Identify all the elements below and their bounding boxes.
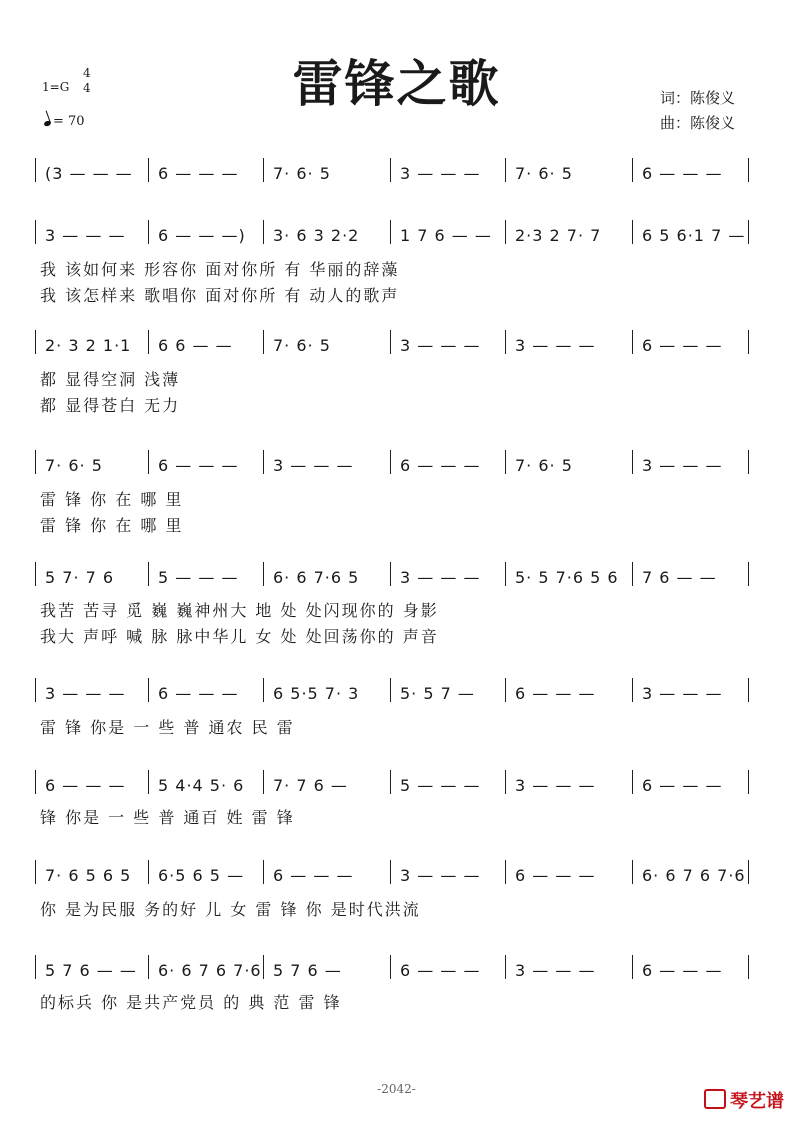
notes-line (0, 562, 793, 592)
composer: 曲：陈俊义 (660, 114, 736, 132)
measure: 3 — — — (642, 456, 723, 475)
key-signature: 1=G (42, 80, 70, 94)
notes-line (0, 770, 793, 800)
measure: 7 6 — — (642, 568, 717, 587)
credits (660, 86, 735, 136)
measure: 7· 7 6 — (273, 776, 348, 795)
site-logo (704, 1087, 784, 1113)
time-signature-bottom: 4 (83, 81, 91, 95)
lyrics-text: 都 显得空洞 浅薄 (40, 370, 181, 389)
measure: 3· 6 3 2·2 (273, 226, 360, 245)
notes-line (0, 220, 793, 250)
measure: 7· 6· 5 (273, 164, 331, 183)
lyricist: 词：陈俊义 (660, 89, 736, 107)
notes-line (0, 678, 793, 708)
lyrics-text: 雷 锋 你 在 哪 里 (40, 516, 184, 535)
measure: 5 — — — (400, 776, 481, 795)
measure: 7· 6· 5 (515, 456, 573, 475)
time-signature-top: 4 (83, 66, 91, 80)
measure: 6· 6 7·6 5 (273, 568, 360, 587)
measure: 3 — — — (515, 336, 596, 355)
measure: 1 7 6 — — (400, 226, 492, 245)
measure: 2·3 2 7· 7 (515, 226, 602, 245)
measure: 6· 6 7 6 7·6 (158, 961, 262, 980)
measure: 6 — — — (400, 961, 481, 980)
measure: 2· 3 2 1·1 (45, 336, 132, 355)
notes-line (0, 955, 793, 985)
measure: 6 5 6·1 7 — (642, 226, 746, 245)
bar-line (748, 220, 749, 244)
bar-line (748, 860, 749, 884)
lyrics-text: 锋 你是 一 些 普 通百 姓 雷 锋 (40, 808, 295, 827)
measure: 6 6 — — (158, 336, 233, 355)
measure: 6 — — — (158, 164, 239, 183)
measure: 3 — — — (273, 456, 354, 475)
measure: 5 7· 7 6 (45, 568, 115, 587)
measure: 5 — — — (158, 568, 239, 587)
measure: 5· 5 7·6 5 6 (515, 568, 619, 587)
lyrics-text: 我 该怎样来 歌唱你 面对你所 有 动人的歌声 (40, 286, 400, 305)
measure: 6 — — — (515, 866, 596, 885)
lyrics-text: 的标兵 你 是共产党员 的 典 范 雷 锋 (40, 993, 342, 1012)
measure: 7· 6 5 6 5 (45, 866, 132, 885)
measure: 6 — — — (45, 776, 126, 795)
measure: 5 7 6 — (273, 961, 342, 980)
measure: 6 — — — (642, 961, 723, 980)
lyrics-text: 我苦 苦寻 觅 巍 巍神州大 地 处 处闪现你的 身影 (40, 601, 439, 620)
measure: 7· 6· 5 (273, 336, 331, 355)
notes-line (0, 450, 793, 480)
measure: 6·5 6 5 — (158, 866, 245, 885)
bar-line (748, 158, 749, 182)
notes-line (0, 158, 793, 188)
measure: 6 — — — (158, 456, 239, 475)
measure: 3 — — — (45, 226, 126, 245)
measure: 5 4·4 5· 6 (158, 776, 245, 795)
lyrics-text: 雷 锋 你 在 哪 里 (40, 490, 184, 509)
measure: 3 — — — (515, 776, 596, 795)
lyrics-text: 都 显得苍白 无力 (40, 396, 181, 415)
measure: 7· 6· 5 (515, 164, 573, 183)
measure: 6 — — —) (158, 226, 246, 245)
bar-line (748, 330, 749, 354)
quarter-note-icon (43, 120, 51, 127)
measure: 6 — — — (642, 336, 723, 355)
measure: 5 7 6 — — (45, 961, 137, 980)
song-title: 雷锋之歌 (292, 55, 501, 113)
measure: 3 — — — (515, 961, 596, 980)
measure: 6 — — — (400, 456, 481, 475)
measure: (3 — — — (45, 164, 133, 183)
lyrics-text: 我大 声呼 喊 脉 脉中华儿 女 处 处回荡你的 声音 (40, 627, 439, 646)
bar-line (748, 955, 749, 979)
measure: 3 — — — (642, 684, 723, 703)
measure: 3 — — — (400, 568, 481, 587)
measure: 6 — — — (642, 164, 723, 183)
bar-line (748, 450, 749, 474)
measure: 3 — — — (400, 164, 481, 183)
measure: 6 — — — (158, 684, 239, 703)
bar-line (748, 562, 749, 586)
lyrics-text: 雷 锋 你是 一 些 普 通农 民 雷 (40, 718, 295, 737)
bar-line (748, 770, 749, 794)
notes-line (0, 330, 793, 360)
notes-line (0, 860, 793, 890)
logo-icon (704, 1089, 726, 1109)
measure: 7· 6· 5 (45, 456, 103, 475)
lyrics-text: 我 该如何来 形容你 面对你所 有 华丽的辞藻 (40, 260, 400, 279)
measure: 3 — — — (45, 684, 126, 703)
tempo-value: = 70 (53, 114, 85, 129)
measure: 6 — — — (642, 776, 723, 795)
time-signature (83, 66, 91, 96)
tempo-marking (44, 114, 85, 129)
measure: 6 — — — (273, 866, 354, 885)
measure: 5· 5 7 — (400, 684, 475, 703)
measure: 6· 6 7 6 7·6 (642, 866, 746, 885)
bar-line (748, 678, 749, 702)
measure: 3 — — — (400, 336, 481, 355)
measure: 6 5·5 7· 3 (273, 684, 360, 703)
page-number: -2042- (377, 1082, 416, 1096)
measure: 6 — — — (515, 684, 596, 703)
lyrics-text: 你 是为民服 务的好 儿 女 雷 锋 你 是时代洪流 (40, 900, 421, 919)
measure: 3 — — — (400, 866, 481, 885)
logo-text: 琴艺谱 (730, 1091, 784, 1112)
